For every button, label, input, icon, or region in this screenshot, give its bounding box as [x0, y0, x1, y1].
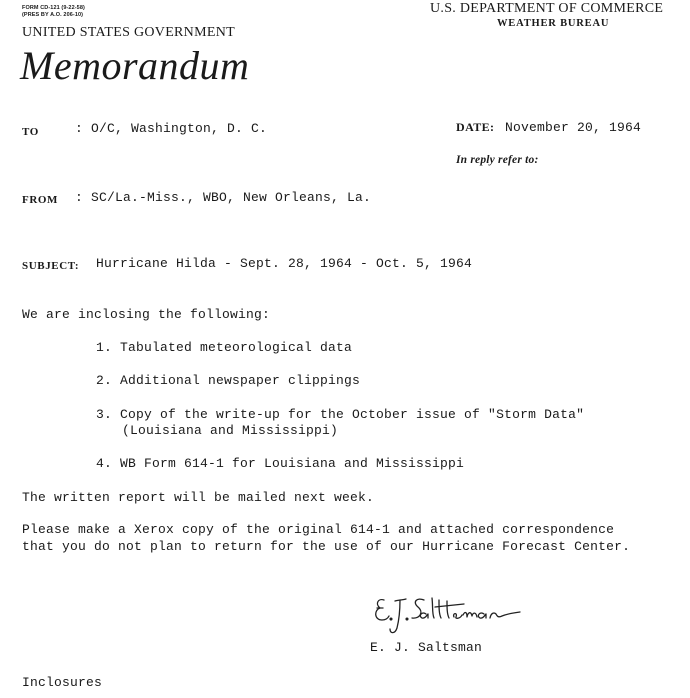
enclosure-item-4: 4. WB Form 614-1 for Louisiana and Mississippi [96, 456, 465, 471]
enclosure-item-1: 1. Tabulated meteorological data [96, 340, 353, 355]
from-value: : SC/La.-Miss., WBO, New Orleans, La. [75, 190, 372, 205]
subject-label: SUBJECT: [22, 260, 80, 272]
intro-text: We are inclosing the following: [22, 307, 271, 322]
form-code-line-1: FORM CD-121 (9-22-58) [22, 5, 85, 11]
date-value: November 20, 1964 [505, 120, 642, 135]
request-line-2: that you do not plan to return for the use of our Hurricane Forecast Center. [22, 539, 631, 554]
enclosure-item-2: 2. Additional newspaper clippings [96, 373, 361, 388]
date-label: DATE: [456, 120, 495, 134]
government-heading: UNITED STATES GOVERNMENT [22, 25, 235, 40]
form-code-line-2: (PRES BY A.O. 206-10) [22, 12, 84, 18]
from-label: FROM [22, 194, 59, 206]
typed-signature-name: E. J. Saltsman [370, 640, 483, 655]
bureau-heading: WEATHER BUREAU [497, 18, 610, 29]
handwritten-signature [370, 588, 530, 638]
to-label: TO [22, 126, 39, 138]
request-line-1: Please make a Xerox copy of the original 614-1 and attached correspondence [22, 522, 615, 537]
department-heading: U.S. DEPARTMENT OF COMMERCE [430, 1, 664, 16]
subject-value: Hurricane Hilda - Sept. 28, 1964 - Oct. 5, 1964 [96, 256, 473, 271]
memorandum-title: Memorandum [20, 43, 250, 88]
report-note: The written report will be mailed next week. [22, 490, 375, 505]
enclosure-item-3: 3. Copy of the write-up for the October issue of "Storm Data" [96, 407, 585, 422]
reply-refer-label: In reply refer to: [456, 154, 539, 166]
to-value: : O/C, Washington, D. C. [75, 121, 268, 136]
enclosure-item-3-continued: (Louisiana and Mississippi) [122, 423, 339, 438]
inclosures-label: Inclosures [22, 675, 103, 690]
